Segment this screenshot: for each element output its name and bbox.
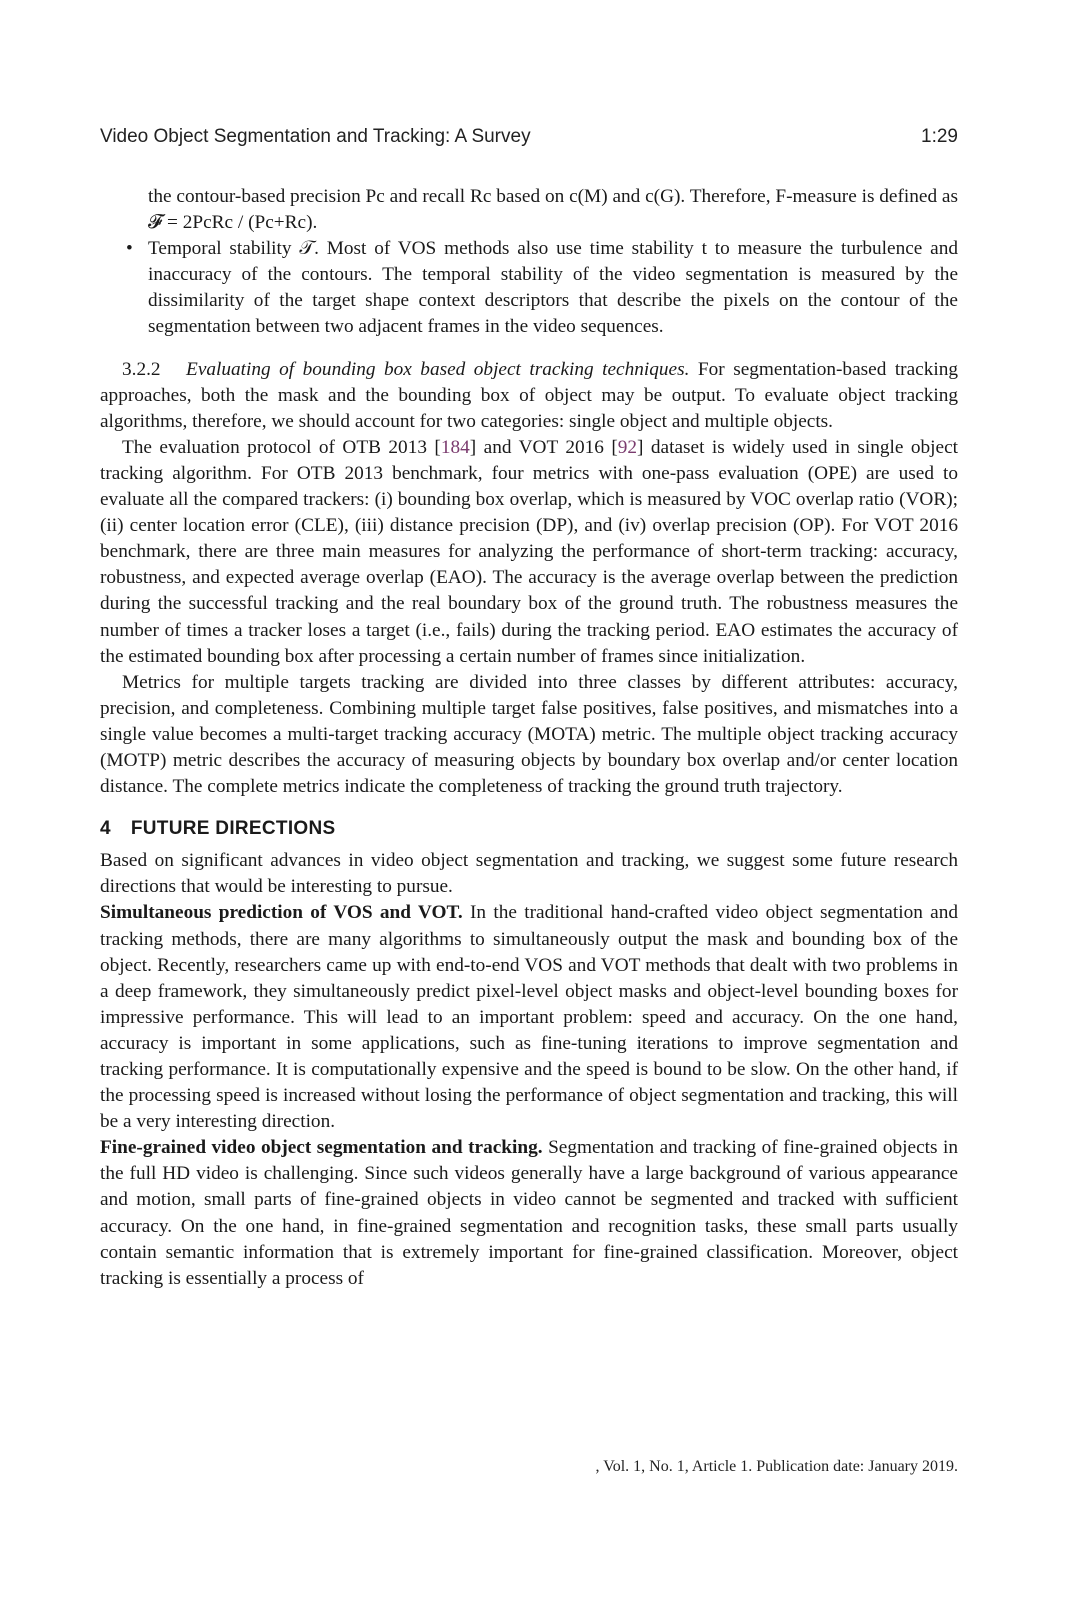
text: The evaluation protocol of OTB 2013 [: [122, 436, 441, 458]
section-intro: Based on significant advances in video object segmentation and tracking, we suggest some future research directions that would be interesting to pursue.: [100, 850, 958, 898]
page-header: [100, 126, 958, 148]
page-number: 1:29: [921, 126, 958, 147]
temporal-stability-item: • Temporal stability 𝒯. Most of VOS methods also use time stability t to measure the turbulence and inaccuracy of the contours. The temporal stability of the video segmentation is measured by the dissimilarity of the target shape context descriptors that describe the pixels on the contour of the segmentation between two adjacent frames in the video sequences.: [148, 236, 958, 340]
subsection-number: 3.2.2: [122, 358, 161, 380]
citation-link[interactable]: 184: [440, 436, 470, 458]
metric-list: [100, 184, 958, 341]
otb-vot-paragraph: [100, 435, 958, 670]
direction-title: Simultaneous prediction of VOS and VOT.: [100, 902, 463, 924]
direction-paragraph: [100, 900, 958, 1135]
text: ] dataset is widely used in single object tracking algorithm. For OTB 2013 benchmark, four metrics with one-pass evaluation (OPE) are used to evaluate all the compared trackers: (i) bounding box overlap, which is measured by VOC overlap ratio (VOR); (ii) center location error (CLE), (iii) distance precision (DP), and (iv) overlap precision (OP). For VOT 2016 benchmark, there are three main measures for analyzing the performance of short-term tracking: accuracy, robustness, and expected average overlap (EAO). The accuracy is the average overlap between the prediction during the successful tracking and the real boundary box of the ground truth. The robustness measures the number of times a tracker loses a target (i.e., fails) during the tracking period. EAO estimates the accuracy of the estimated bounding box after processing a certain number of frames since initialization.: [100, 436, 958, 667]
page-footer: , Vol. 1, No. 1, Article 1. Publication date: January 2019.: [595, 1458, 958, 1475]
subsection-intro: For segmentation-based tracking approaches, both the mask and the bounding box of object may be output. To evaluate object tracking algorithms, therefore, we should account for two categories: single object and multiple objects.: [100, 358, 958, 432]
section-heading: [100, 816, 958, 842]
f-measure-continuation: the contour-based precision Pc and recall Rc based on c(M) and c(G). Therefore, F-measure is defined as 𝓕 = 2PcRc / (Pc+Rc).: [148, 186, 958, 234]
page-body: [100, 184, 958, 1292]
direction-title: Fine-grained video object segmentation and tracking.: [100, 1137, 543, 1159]
subsection-title: Evaluating of bounding box based object tracking techniques.: [186, 358, 690, 380]
direction-text: Segmentation and tracking of fine-grained objects in the full HD video is challenging. Since such videos generally have a large background of various appearance and motion, small parts of fine-grained objects in video cannot be segmented and tracked with sufficient accuracy. On the one hand, in fine-grained segmentation and recognition tasks, these small parts usually contain semantic information that is extremely important for fine-grained classification. Moreover, object tracking is essentially a process of: [100, 1137, 958, 1289]
direction-paragraph: [100, 1135, 958, 1292]
citation-link[interactable]: 92: [617, 436, 638, 458]
section-title: FUTURE DIRECTIONS: [130, 818, 336, 840]
multi-target-paragraph: Metrics for multiple targets tracking are divided into three classes by different attributes: accuracy, precision, and completeness. Combining multiple target false positives, false positives, and mismatches into a single value becomes a multi-target tracking accuracy (MOTA) metric. The multiple object tracking accuracy (MOTP) metric describes the accuracy of measuring objects by boundary box overlap and/or center location distance. The complete metrics indicate the completeness of tracking the ground truth trajectory.: [100, 671, 958, 798]
section-number: 4: [100, 818, 111, 840]
subsection-3-2-2: [100, 357, 958, 435]
direction-text: In the traditional hand-crafted video object segmentation and tracking methods, there are many algorithms to simultaneously output the mask and bounding box of the object. Recently, researchers came up with end-to-end VOS and VOT methods that dealt with two problems in a deep framework, they simultaneously predict pixel-level object masks and object-level bounding boxes for impressive performance. This will lead to an important problem: speed and accuracy. On the one hand, accuracy is important in some applications, such as fine-tuning iterations to improve segmentation and tracking performance. It is computationally expensive and the speed is bound to be slow. On the other hand, if the processing speed is increased without losing the performance of object segmentation and tracking, this will be a very interesting direction.: [100, 902, 958, 1133]
text: ] and VOT 2016 [: [469, 436, 618, 458]
running-title: Video Object Segmentation and Tracking: A Survey: [100, 126, 531, 147]
